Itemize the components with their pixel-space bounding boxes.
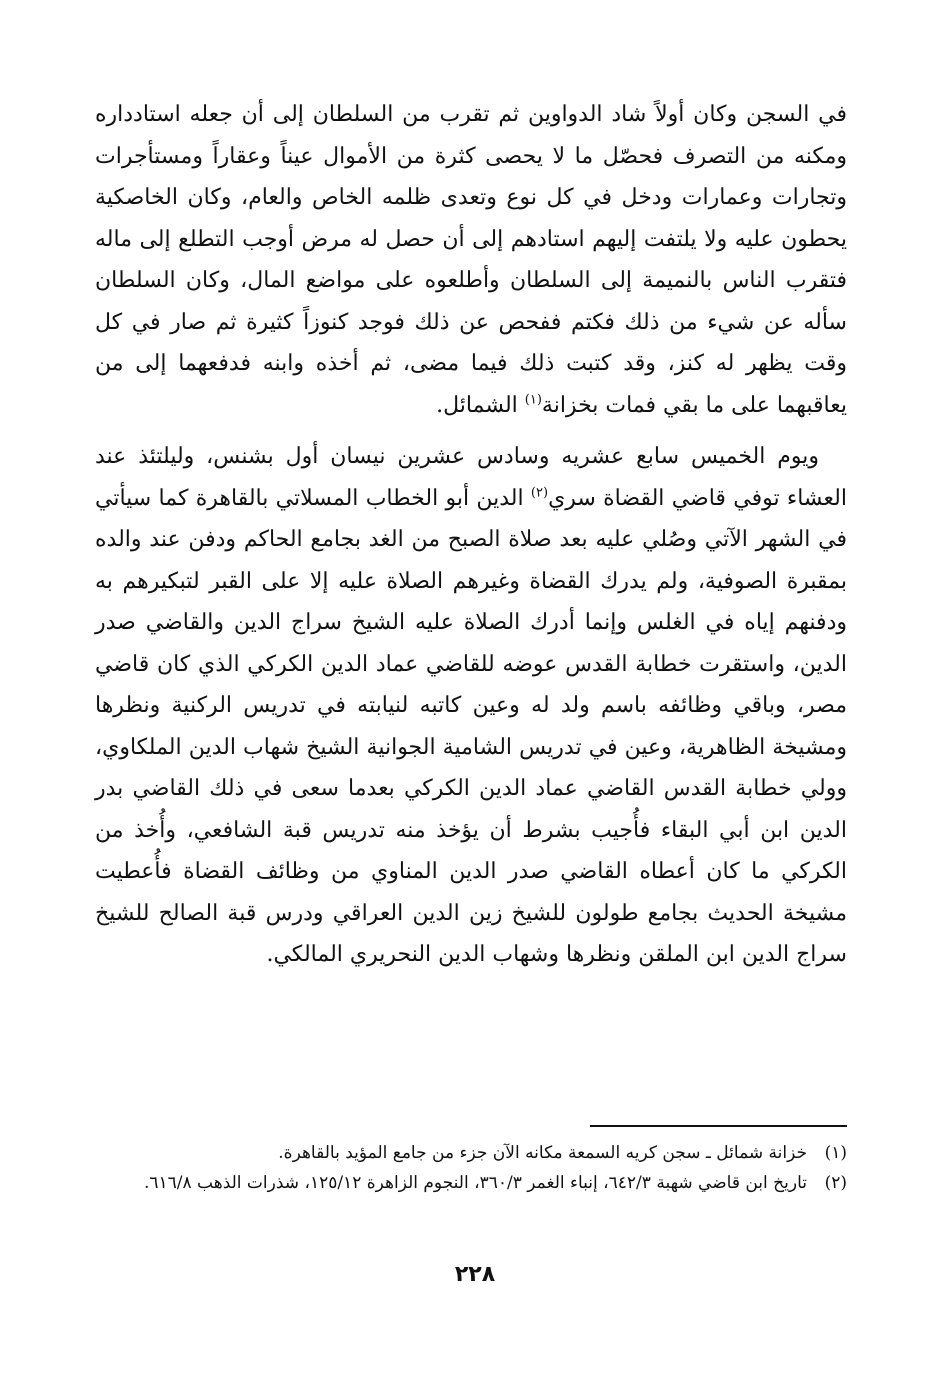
paragraph-2 — [95, 436, 847, 976]
paragraph-1 — [95, 94, 847, 426]
paragraph-1-end: الشمائل. — [436, 392, 525, 418]
footnote-reference-2: (٢) — [530, 485, 549, 501]
footnote-2-text: تاريخ ابن قاضي شهبة ٦٤٢/٣، إنباء الغمر ٣٦٠/٣، النجوم الزاهرة ١٢٥/١٢، شذرات الذهب ٦١٦/٨. — [143, 1173, 807, 1193]
paragraph-2-rest: الدين أبو الخطاب المسلاتي بالقاهرة كما سيأتي في الشهر الآتي وصُلي عليه بعد صلاة الصبح من الغد بجامع الحاكم ودفن عند والده بمقبرة الصوفية، ولم يدرك القضاة وغيرهم الصلاة عليه إلا على القبر لتبكيرهم به ودفنهم إياه في الغلس وإنما أدرك الصلاة عليه الشيخ سراج الدين والقاضي صدر الدين، واستقرت خطابة القدس عوضه للقاضي عماد الدين الكركي الذي كان قاضي مصر، وباقي وظائفه باسم ولد له وعين كاتبه لنيابته في تدريس الركنية ونظرها ومشيخة الظاهرية، وعين في تدريس الشامية الجوانية الشيخ شهاب الدين الملكاوي، وولي خطابة القدس القاضي عماد الدين الكركي بعدما سعى في ذلك القاضي بدر الدين ابن أبي البقاء فأُجيب بشرط أن يؤخذ منه تدريس قبة الشافعي، وأُخذ من الكركي ما كان أعطاه القاضي صدر الدين المناوي من وظائف القضاة فأُعطيت مشيخة الحديث بجامع طولون للشيخ زين الدين العراقي ودرس قبة الصالح للشيخ سراج الدين ابن الملقن ونظرها وشهاب الدين النحريري المالكي. — [95, 485, 848, 967]
page-number: ٢٢٨ — [454, 1262, 496, 1287]
footnote-1-text: خزانة شمائل ـ سجن كريه السمعة مكانه الآن جزء من جامع المؤيد بالقاهرة. — [278, 1143, 807, 1163]
footnote-2 — [95, 1168, 847, 1198]
footnote-2-number: (٢) — [824, 1173, 847, 1193]
footnote-1-number: (١) — [824, 1143, 847, 1163]
footnote-divider — [590, 1125, 847, 1127]
paragraph-1-text: في السجن وكان أولاً شاد الدواوين ثم تقرب من السلطان إلى أن جعله استادداره ومكنه من التصرف فحصّل ما لا يحصى كثرة من الأموال عيناً وعقاراً ومستأجرات وتجارات وعمارات ودخل في كل نوع وتعدى ظلمه الخاص والعام، وكان الخاصكية يحطون عليه ولا يلتفت إليهم استادهم إلى أن حصل له مرض أوجب التطلع إلى ماله فتقرب الناس بالنميمة إلى السلطان وأطلعوه على مواضع المال، وكان السلطان سأله عن شيء من ذلك فكتم ففحص عن ذلك فوجد كنوزاً كثيرة ثم صار في كل وقت يظهر له كنز، وقد كتبت ذلك فيما مضى، ثم أخذه وابنه فدفعهما إلى من يعاقبهما على ما بقي فمات بخزانة — [95, 102, 847, 418]
paragraph-2-start: ويوم الخميس سابع عشريه وسادس عشرين نيسان أول بشنس، وليلتئذ عند العشاء توفي قاضي القضاة سري — [95, 444, 847, 511]
footnotes — [95, 1138, 847, 1198]
main-text — [95, 94, 847, 976]
footnote-reference-1: (١) — [524, 392, 542, 408]
footnote-1 — [95, 1138, 847, 1168]
